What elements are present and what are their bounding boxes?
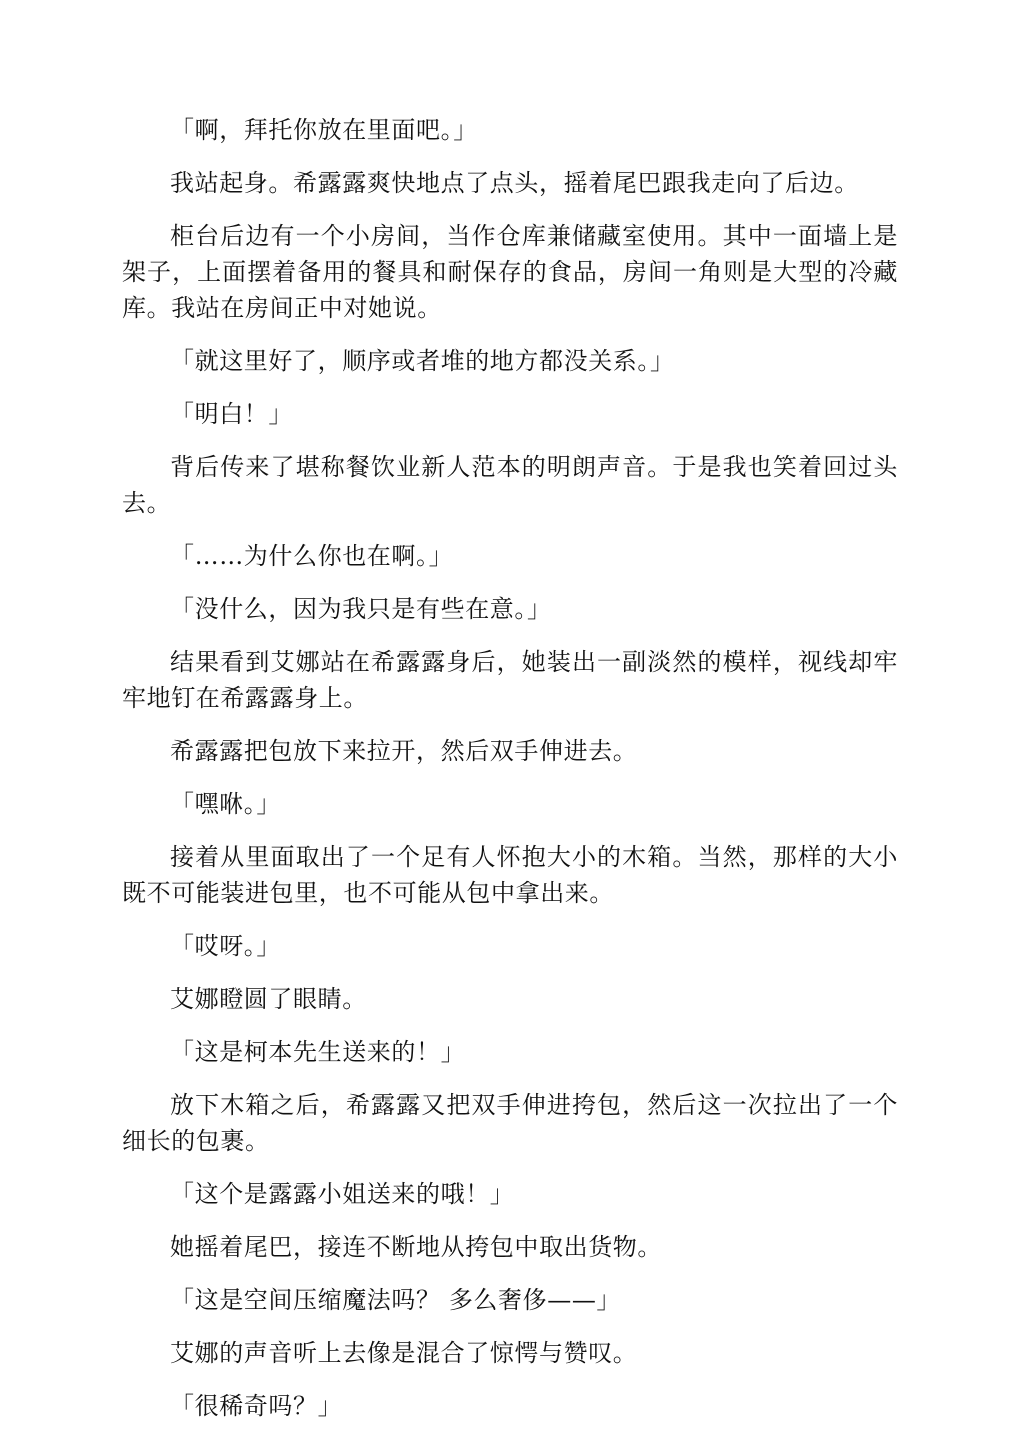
paragraph: 「这个是露露小姐送来的哦！」 [170,1180,515,1208]
paragraph: 我站起身。希露露爽快地点了点头，摇着尾巴跟我走向了后边。 [170,169,859,197]
paragraph: 她摇着尾巴，接连不断地从挎包中取出货物。 [170,1233,662,1261]
paragraph: 「明白！」 [170,400,293,428]
paragraph: 「就这里好了，顺序或者堆的地方都没关系。」 [170,347,675,375]
paragraph: 「……为什么你也在啊。」 [170,542,454,570]
paragraph: 希露露把包放下来拉开，然后双手伸进去。 [170,737,638,765]
paragraph: 柜台后边有一个小房间，当作仓库兼储藏室使用。其中一面墙上是架子，上面摆着备用的餐具和耐保存的食品，房间一角则是大型的冷藏库。我站在房间正中对她说。 [122,222,898,322]
paragraph: 艾娜瞪圆了眼睛。 [170,985,367,1013]
paragraph: 「这是空间压缩魔法吗？ 多么奢侈——」 [170,1286,622,1314]
paragraph: 接着从里面取出了一个足有人怀抱大小的木箱。当然，那样的大小既不可能装进包里，也不可能从包中拿出来。 [122,843,898,907]
paragraph: 艾娜的声音听上去像是混合了惊愕与赞叹。 [170,1339,638,1367]
paragraph: 「这是柯本先生送来的！」 [170,1038,466,1066]
paragraph: 「嘿咻。」 [170,790,281,818]
paragraph: 「啊，拜托你放在里面吧。」 [170,116,478,144]
paragraph: 结果看到艾娜站在希露露身后，她装出一副淡然的模样，视线却牢牢地钉在希露露身上。 [122,648,898,712]
paragraph: 背后传来了堪称餐饮业新人范本的明朗声音。于是我也笑着回过头去。 [122,453,898,517]
document-page [122,112,898,1441]
paragraph: 「很稀奇吗？」 [170,1392,343,1420]
paragraph: 「哎呀。」 [170,932,281,960]
paragraph: 「没什么，因为我只是有些在意。」 [170,595,552,623]
paragraph: 放下木箱之后，希露露又把双手伸进挎包，然后这一次拉出了一个细长的包裹。 [122,1091,898,1155]
